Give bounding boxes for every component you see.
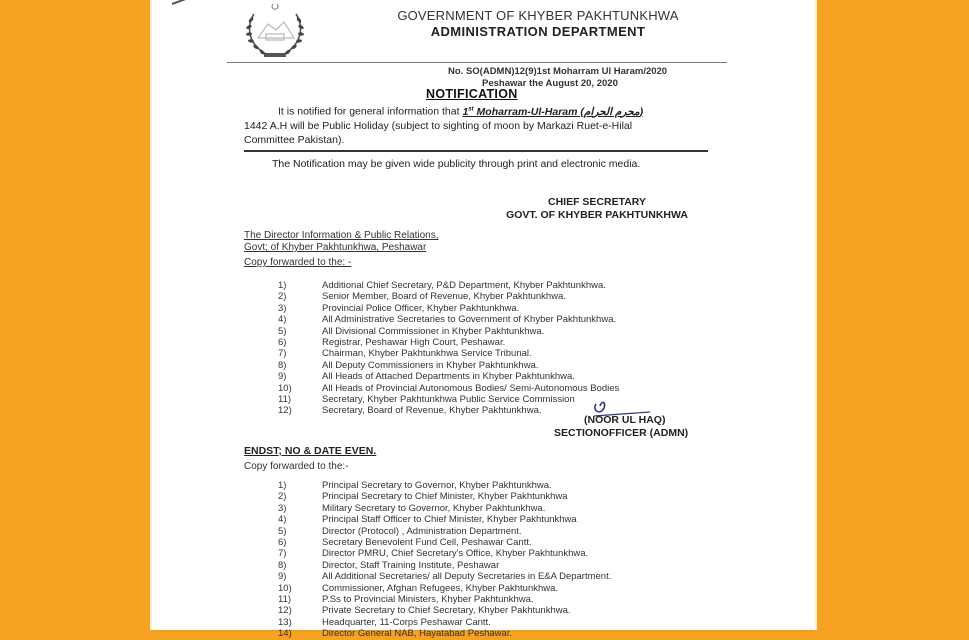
- item-text: Principal Staff Officer to Chief Minister, Khyber Pakhtunkhwa: [322, 514, 577, 526]
- item-text: Military Secretary to Governor, Khyber Pakhtunkhwa.: [322, 502, 546, 514]
- item-text: Secretary, Khyber Pakhtunkhwa Public Service Commission: [322, 394, 575, 406]
- list-item: [278, 571, 611, 582]
- list-item: [278, 526, 611, 537]
- list-item: [278, 617, 611, 628]
- list-item: [278, 314, 619, 325]
- event-name: Moharram-Ul-Haram (محرم الحرام): [473, 105, 644, 118]
- item-number: 4): [278, 314, 287, 326]
- item-number: 11): [278, 594, 292, 606]
- list-item: [278, 394, 619, 405]
- item-number: 9): [278, 571, 287, 583]
- event-day-suffix: st: [468, 106, 474, 112]
- item-text: Additional Chief Secretary, P&D Department, Khyber Pakhtunkhwa.: [322, 280, 606, 291]
- document-page: [152, 0, 815, 640]
- kp-government-emblem-icon: [240, 0, 310, 62]
- item-number: 8): [278, 559, 287, 571]
- item-text: Director General NAB, Hayatabad Peshawar.: [322, 628, 513, 640]
- item-number: 2): [278, 291, 287, 303]
- item-text: Secretary, Board of Revenue, Khyber Pakhtunkhwa.: [322, 405, 542, 417]
- item-text: Director PMRU, Chief Secretary's Office, Khyber Pakhtunkhwa.: [322, 548, 589, 560]
- list-item: [278, 405, 619, 416]
- page-edge-right: [815, 0, 817, 630]
- chief-secretary-signatory: [482, 196, 712, 222]
- list-item: [278, 583, 611, 594]
- copy-forwarded-label-2: Copy forwarded to the:-: [244, 461, 349, 472]
- list-item: [278, 303, 619, 314]
- list-item: [278, 560, 611, 571]
- item-number: 5): [278, 325, 287, 337]
- list-item: [278, 371, 619, 382]
- item-number: 6): [278, 537, 287, 549]
- addressee-line-1: The Director Information & Public Relations,: [244, 230, 439, 241]
- government-title: GOVERNMENT OF KHYBER PAKHTUNKHWA: [397, 8, 679, 23]
- item-number: 14): [278, 628, 292, 640]
- section-officer-designation: SECTIONOFFICER (ADMN): [554, 427, 689, 439]
- item-text: Director, Staff Training Institute, Peshawar: [322, 559, 500, 571]
- item-text: All Administrative Secretaries to Government of Khyber Pakhtunkhwa.: [322, 314, 617, 326]
- item-number: 11): [278, 394, 292, 406]
- list-item: [278, 594, 611, 605]
- item-number: 12): [278, 405, 292, 417]
- body-intro: It is notified for general information that: [278, 105, 463, 118]
- list-item: [278, 491, 611, 502]
- item-text: Secretary Benevolent Fund Cell, Peshawar Cantt.: [322, 537, 532, 549]
- item-number: 8): [278, 359, 287, 371]
- item-text: Commissioner, Afghan Refugees, Khyber Pakhtunkhwa.: [322, 582, 559, 594]
- item-text: All Divisional Commissioner in Khyber Pakhtunkhwa.: [322, 325, 545, 337]
- page-edge-left: [150, 0, 152, 630]
- item-number: 7): [278, 348, 287, 360]
- body-divider: [244, 150, 708, 152]
- item-number: 3): [278, 502, 287, 514]
- item-text: Chairman, Khyber Pakhtunkhwa Service Tribunal.: [322, 348, 532, 360]
- addressee-line-2: Govt; of Khyber Pakhtunkhwa, Peshawar: [244, 242, 427, 253]
- list-item: [278, 291, 619, 302]
- list-item: [278, 605, 611, 616]
- list-item: [278, 537, 611, 548]
- body-rest: 1442 A.H will be Public Holiday (subject to sighting of moon by Markazi Ruet-e-Hilal Committee Pakistan).: [244, 119, 633, 146]
- item-number: 1): [278, 280, 287, 291]
- item-text: Private Secretary to Chief Secretary, Khyber Pakhtunkhwa.: [322, 605, 571, 617]
- list-item: [278, 503, 611, 514]
- department-title: ADMINISTRATION DEPARTMENT: [430, 24, 646, 39]
- item-number: 4): [278, 514, 287, 526]
- signatory-line-1: CHIEF SECRETARY: [547, 196, 646, 208]
- item-number: 3): [278, 302, 287, 314]
- item-text: Principal Secretary to Governor, Khyber Pakhtunkhwa.: [322, 480, 552, 491]
- publicity-note: The Notification may be given wide publicity through print and electronic media.: [272, 158, 641, 170]
- copy-forwarded-label-1: Copy forwarded to the: -: [244, 257, 352, 268]
- section-officer-name: (NOOR UL HAQ): [584, 414, 666, 426]
- item-number: 1): [278, 480, 287, 491]
- signatory-line-2: GOVT. OF KHYBER PAKHTUNKHWA: [506, 209, 688, 221]
- list-item: [278, 480, 611, 491]
- item-text: All Heads of Attached Departments in Khyber Pakhtunkhwa.: [322, 371, 575, 383]
- item-text: All Heads of Provincial Autonomous Bodies/ Semi-Autonomous Bodies: [322, 382, 620, 394]
- list-item: [278, 326, 619, 337]
- item-number: 7): [278, 548, 287, 560]
- item-text: All Additional Secretaries/ all Deputy Secretaries in E&A Department.: [322, 571, 612, 583]
- item-text: Headquarter, 11-Corps Peshawar Cantt.: [322, 616, 491, 628]
- item-text: Director (Protocol) , Administration Department.: [322, 525, 522, 537]
- item-number: 2): [278, 491, 287, 503]
- reference-number: No. SO(ADMN)12(9)1st Moharram Ul Haram/2020: [448, 66, 668, 77]
- item-number: 13): [278, 616, 292, 628]
- item-text: All Deputy Commissioners in Khyber Pakhtunkhwa.: [322, 359, 539, 371]
- notification-body: [244, 102, 664, 147]
- list-item: [278, 514, 611, 525]
- header-divider: [227, 62, 727, 63]
- item-number: 12): [278, 605, 292, 617]
- event-day: 1: [462, 105, 469, 118]
- item-number: 5): [278, 525, 287, 537]
- item-number: 6): [278, 337, 287, 349]
- item-text: P.Ss to Provincial Ministers, Khyber Pakhtunkhwa.: [322, 594, 534, 606]
- notification-heading: NOTIFICATION: [426, 87, 518, 101]
- list-item: [278, 383, 619, 394]
- copy-list-2: [278, 480, 611, 640]
- addressee-block: [244, 230, 439, 254]
- event-highlight: [462, 106, 643, 118]
- item-text: Principal Secretary to Chief Minister, Khyber Pakhtunkhwa: [322, 491, 568, 503]
- item-number: 10): [278, 582, 292, 594]
- item-number: 9): [278, 371, 287, 383]
- endorsement-heading: ENDST; NO & DATE EVEN.: [244, 445, 377, 457]
- list-item: [278, 337, 619, 348]
- list-item: [278, 280, 619, 291]
- list-item: [278, 548, 611, 559]
- issue-date: Peshawar the August 20, 2020: [482, 78, 618, 89]
- item-number: 10): [278, 382, 292, 394]
- pen-stroke-mark: [172, 0, 212, 5]
- copy-list-1: [278, 280, 619, 417]
- item-text: Senior Member, Board of Revenue, Khyber Pakhtunkhwa.: [322, 291, 566, 303]
- list-item: [278, 360, 619, 371]
- item-text: Registrar, Peshawar High Court, Peshawar.: [322, 337, 506, 349]
- item-text: Provincial Police Officer, Khyber Pakhtunkhwa.: [322, 302, 520, 314]
- list-item: [278, 348, 619, 359]
